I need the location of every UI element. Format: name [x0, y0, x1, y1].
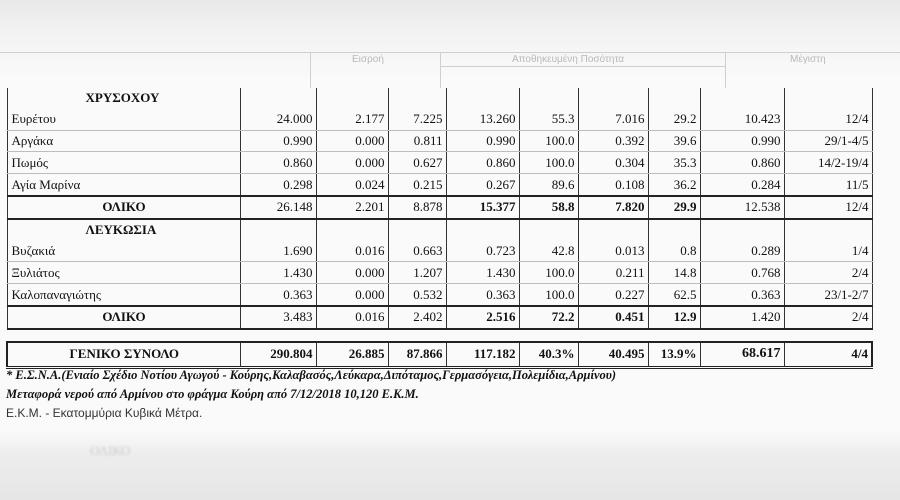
cell: 0.024 — [316, 174, 388, 196]
cell: 12.9 — [648, 306, 700, 329]
reservoir-table — [6, 88, 873, 369]
cell: 0.8 — [648, 241, 700, 262]
cell: 62.5 — [648, 284, 700, 306]
cell: 2/4 — [784, 306, 872, 329]
cell: 0.289 — [700, 241, 784, 262]
total-label: ΟΛΙΚΟ — [7, 306, 240, 329]
section-total-row — [7, 196, 872, 219]
cell: 0.363 — [700, 284, 784, 306]
cell: 100.0 — [519, 262, 578, 284]
table-row — [7, 241, 872, 262]
cell: 0.663 — [388, 241, 446, 262]
cell: 0.723 — [446, 241, 519, 262]
cell: 42.8 — [519, 241, 578, 262]
cell: 0.392 — [578, 130, 648, 152]
cell: 0.451 — [578, 306, 648, 329]
cell: 0.304 — [578, 152, 648, 174]
cell: 0.211 — [578, 262, 648, 284]
cell: 290.804 — [240, 342, 316, 368]
cell: 0.990 — [240, 130, 316, 152]
cell: 0.363 — [446, 284, 519, 306]
cell: 26.885 — [316, 342, 388, 368]
spacer-row — [7, 329, 872, 342]
total-label: ΟΛΙΚΟ — [7, 196, 240, 219]
cell: 4/4 — [784, 342, 872, 368]
cell: 1.690 — [240, 241, 316, 262]
dam-name: Αργάκα — [7, 130, 240, 152]
cell: 0.000 — [316, 262, 388, 284]
cell: 89.6 — [519, 174, 578, 196]
cell: 12.538 — [700, 196, 784, 219]
table-row — [7, 284, 872, 306]
cell: 12/4 — [784, 196, 872, 219]
cell: 0.000 — [316, 152, 388, 174]
dam-name: Ξυλιάτος — [7, 262, 240, 284]
cell: 2.402 — [388, 306, 446, 329]
cell: 2.516 — [446, 306, 519, 329]
footnote-unit: Ε.Κ.Μ. - Εκατομμύρια Κυβικά Μέτρα. — [6, 406, 203, 420]
cell: 0.811 — [388, 130, 446, 152]
cell: 0.860 — [700, 152, 784, 174]
cell: 58.8 — [519, 196, 578, 219]
cell: 2.177 — [316, 109, 388, 130]
cell: 2/4 — [784, 262, 872, 284]
cell: 117.182 — [446, 342, 519, 368]
footnote-esna: * Ε.Σ.Ν.Α.(Ενιαίο Σχέδιο Νοτίου Αγωγού - Κούρης,Καλαβασός,Λεύκαρα,Διπόταμος,Γερμασόγεια,Πολεμίδια,Αρμίνου) — [6, 368, 617, 382]
cell: 26.148 — [240, 196, 316, 219]
cell: 0.298 — [240, 174, 316, 196]
cell: 14/2-19/4 — [784, 152, 872, 174]
cell: 87.866 — [388, 342, 446, 368]
cell: 24.000 — [240, 109, 316, 130]
cell: 36.2 — [648, 174, 700, 196]
cell: 29.9 — [648, 196, 700, 219]
cell: 100.0 — [519, 152, 578, 174]
cell: 0.284 — [700, 174, 784, 196]
cell: 72.2 — [519, 306, 578, 329]
table-row — [7, 262, 872, 284]
table-row — [7, 174, 872, 196]
header-divider — [725, 52, 726, 88]
cell: 68.617 — [700, 342, 784, 368]
cell: 23/1-2/7 — [784, 284, 872, 306]
cell: 10.423 — [700, 109, 784, 130]
table-row — [7, 109, 872, 130]
cell: 1.420 — [700, 306, 784, 329]
cell: 0.215 — [388, 174, 446, 196]
cell: 7.820 — [578, 196, 648, 219]
cell: 0.990 — [700, 130, 784, 152]
grand-total-row — [7, 342, 872, 368]
table-row — [7, 130, 872, 152]
faded-total-label: ΟΛΙΚΟ — [90, 443, 131, 458]
cell: 12/4 — [784, 109, 872, 130]
section-name: ΧΡΥΣΟΧΟΥ — [7, 88, 240, 109]
cell: 40.495 — [578, 342, 648, 368]
cell: 35.3 — [648, 152, 700, 174]
section-header-row — [7, 219, 872, 241]
cell: 7.225 — [388, 109, 446, 130]
cell: 15.377 — [446, 196, 519, 219]
grand-total-label: ΓΕΝΙΚΟ ΣΥΝΟΛΟ — [7, 342, 240, 368]
cell: 100.0 — [519, 284, 578, 306]
cell: 0.860 — [446, 152, 519, 174]
cell: 55.3 — [519, 109, 578, 130]
cell: 1.430 — [446, 262, 519, 284]
cell: 0.227 — [578, 284, 648, 306]
cell: 0.016 — [316, 241, 388, 262]
cell: 0.532 — [388, 284, 446, 306]
cell: 11/5 — [784, 174, 872, 196]
cell: 0.860 — [240, 152, 316, 174]
cell: 1.207 — [388, 262, 446, 284]
cell: 1.430 — [240, 262, 316, 284]
cell: 1/4 — [784, 241, 872, 262]
cell: 29.2 — [648, 109, 700, 130]
header-maximum: Μέγιστη — [790, 54, 826, 65]
cell: 0.627 — [388, 152, 446, 174]
table-row — [7, 152, 872, 174]
dam-name: Καλοπαναγιώτης — [7, 284, 240, 306]
cell: 0.000 — [316, 130, 388, 152]
dam-name: Πωμός — [7, 152, 240, 174]
header-rule — [0, 52, 900, 53]
cell: 7.016 — [578, 109, 648, 130]
footnote-transfer: Μεταφορά νερού από Αρμίνου στο φράγμα Κούρη από 7/12/2018 10,120 Ε.Κ.Μ. — [6, 387, 419, 401]
dam-name: Αγία Μαρίνα — [7, 174, 240, 196]
faded-table-footer — [0, 435, 900, 465]
cell: 29/1-4/5 — [784, 130, 872, 152]
dam-name: Βυζακιά — [7, 241, 240, 262]
cell: 2.201 — [316, 196, 388, 219]
dam-name: Ευρέτου — [7, 109, 240, 130]
cell: 0.990 — [446, 130, 519, 152]
cell: 0.013 — [578, 241, 648, 262]
header-divider — [440, 52, 441, 88]
footnotes — [6, 366, 616, 423]
cell: 0.016 — [316, 306, 388, 329]
cell: 0.363 — [240, 284, 316, 306]
section-header-row — [7, 88, 872, 109]
section-total-row — [7, 306, 872, 329]
header-divider — [310, 52, 311, 88]
cell: 8.878 — [388, 196, 446, 219]
cell: 13.260 — [446, 109, 519, 130]
cell: 13.9% — [648, 342, 700, 368]
section-name: ΛΕΥΚΩΣΙΑ — [7, 219, 240, 241]
cell: 0.000 — [316, 284, 388, 306]
cell: 40.3% — [519, 342, 578, 368]
cell: 14.8 — [648, 262, 700, 284]
header-inflow: Εισροή — [352, 54, 384, 65]
cell: 3.483 — [240, 306, 316, 329]
cell: 100.0 — [519, 130, 578, 152]
cell: 0.768 — [700, 262, 784, 284]
header-subrule — [440, 66, 725, 67]
cell: 0.108 — [578, 174, 648, 196]
faded-table-header — [0, 40, 900, 88]
header-stored-quantity: Αποθηκευμένη Ποσότητα — [512, 54, 625, 65]
cell: 39.6 — [648, 130, 700, 152]
cell: 0.267 — [446, 174, 519, 196]
